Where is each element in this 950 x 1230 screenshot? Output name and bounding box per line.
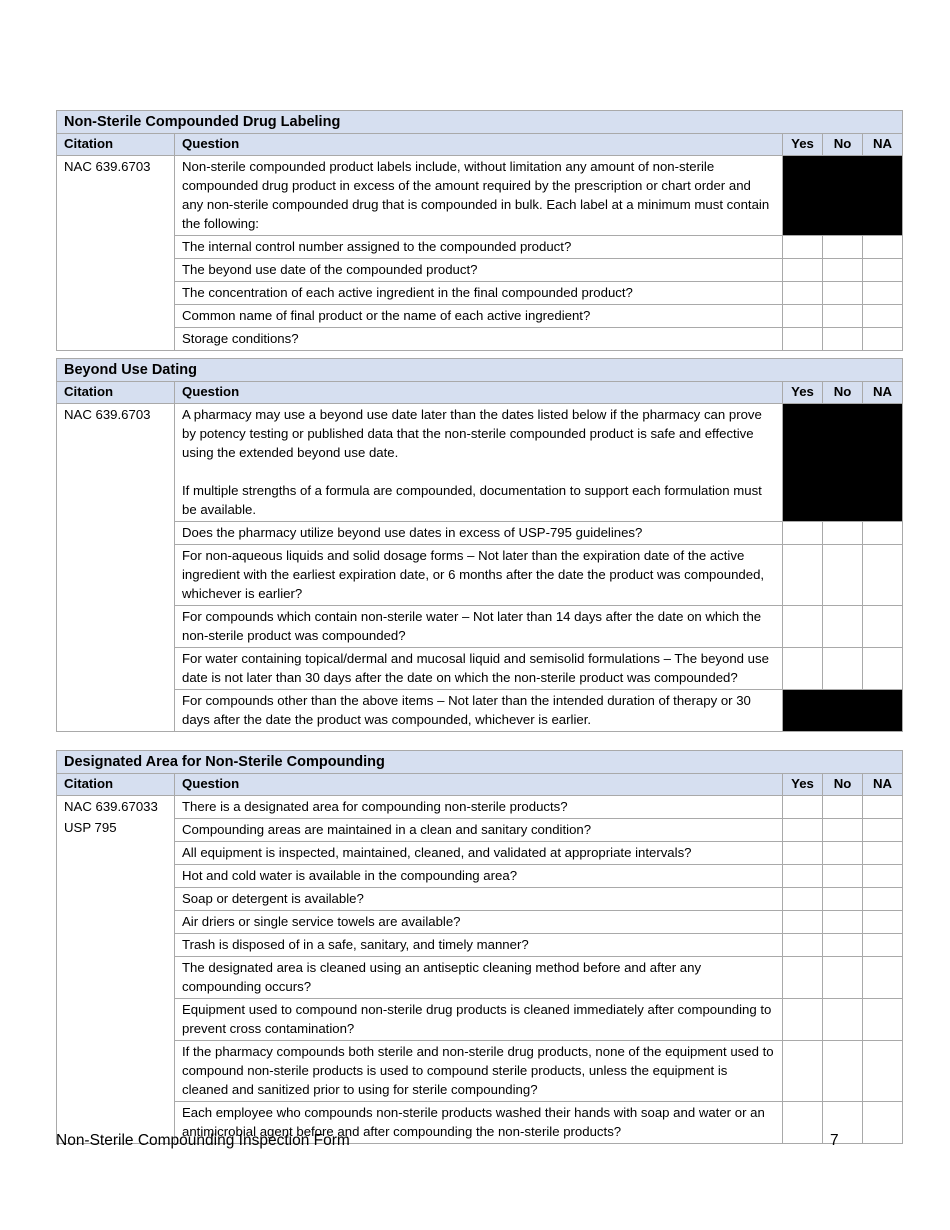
yes-checkbox[interactable] <box>783 236 823 259</box>
no-checkbox[interactable] <box>823 911 863 934</box>
no-checkbox[interactable] <box>823 1102 863 1144</box>
citation-header: Citation <box>57 134 175 156</box>
no-checkbox[interactable] <box>823 648 863 690</box>
labeling-table <box>56 110 903 351</box>
na-checkbox[interactable] <box>863 522 903 545</box>
na-checkbox[interactable] <box>863 236 903 259</box>
yes-checkbox[interactable] <box>783 545 823 606</box>
yes-checkbox[interactable] <box>783 911 823 934</box>
blocked-answer-cell <box>783 156 903 236</box>
no-checkbox[interactable] <box>823 999 863 1041</box>
yes-checkbox[interactable] <box>783 842 823 865</box>
question-text: Hot and cold water is available in the compounding area? <box>175 865 783 888</box>
yes-checkbox[interactable] <box>783 282 823 305</box>
question-text: Air driers or single service towels are available? <box>175 911 783 934</box>
question-header: Question <box>175 134 783 156</box>
question-header: Question <box>175 382 783 404</box>
yes-checkbox[interactable] <box>783 865 823 888</box>
question-text: For non-aqueous liquids and solid dosage forms – Not later than the expiration date of the active ingredient with the earliest expiration date, or 6 months after the date the product was compounded, whichever is earlier? <box>175 545 783 606</box>
na-checkbox[interactable] <box>863 259 903 282</box>
question-intro: Non-sterile compounded product labels include, without limitation any amount of non-sterile compounded drug product in excess of the amount required by the prescription or chart order and any non-sterile compounded drug that is compounded in bulk. Each label at a minimum must contain the following: <box>175 156 783 236</box>
yes-checkbox[interactable] <box>783 999 823 1041</box>
no-checkbox[interactable] <box>823 957 863 999</box>
yes-checkbox[interactable] <box>783 934 823 957</box>
yes-checkbox[interactable] <box>783 796 823 819</box>
question-text: Trash is disposed of in a safe, sanitary, and timely manner? <box>175 934 783 957</box>
yes-checkbox[interactable] <box>783 648 823 690</box>
question-text: Storage conditions? <box>175 328 783 351</box>
na-checkbox[interactable] <box>863 865 903 888</box>
yes-checkbox[interactable] <box>783 328 823 351</box>
yes-checkbox[interactable] <box>783 888 823 911</box>
no-checkbox[interactable] <box>823 522 863 545</box>
no-checkbox[interactable] <box>823 259 863 282</box>
na-checkbox[interactable] <box>863 282 903 305</box>
no-header: No <box>823 382 863 404</box>
na-checkbox[interactable] <box>863 305 903 328</box>
yes-header: Yes <box>783 134 823 156</box>
question-text: Does the pharmacy utilize beyond use dates in excess of USP-795 guidelines? <box>175 522 783 545</box>
no-checkbox[interactable] <box>823 305 863 328</box>
citation-text: NAC 639.67033 <box>64 799 158 814</box>
question-header: Question <box>175 774 783 796</box>
no-checkbox[interactable] <box>823 282 863 305</box>
na-header: NA <box>863 774 903 796</box>
yes-checkbox[interactable] <box>783 522 823 545</box>
na-checkbox[interactable] <box>863 545 903 606</box>
question-text: If the pharmacy compounds both sterile and non-sterile drug products, none of the equipment used to compound non-sterile products is used to compound sterile products, unless the equipment is cleaned and sanitized prior to using for sterile compounding? <box>175 1041 783 1102</box>
citation-cell <box>57 796 175 1144</box>
na-checkbox[interactable] <box>863 648 903 690</box>
question-text: For compounds which contain non-sterile water – Not later than 14 days after the date on which the non-sterile product was compounded? <box>175 606 783 648</box>
yes-checkbox[interactable] <box>783 259 823 282</box>
na-checkbox[interactable] <box>863 888 903 911</box>
question-text: The internal control number assigned to the compounded product? <box>175 236 783 259</box>
no-checkbox[interactable] <box>823 1041 863 1102</box>
citation-header: Citation <box>57 774 175 796</box>
na-checkbox[interactable] <box>863 606 903 648</box>
na-checkbox[interactable] <box>863 1041 903 1102</box>
no-checkbox[interactable] <box>823 328 863 351</box>
no-checkbox[interactable] <box>823 865 863 888</box>
question-text: The beyond use date of the compounded product? <box>175 259 783 282</box>
na-checkbox[interactable] <box>863 999 903 1041</box>
designated-area-table <box>56 750 903 1144</box>
no-checkbox[interactable] <box>823 606 863 648</box>
yes-checkbox[interactable] <box>783 819 823 842</box>
na-header: NA <box>863 134 903 156</box>
question-text: The concentration of each active ingredient in the final compounded product? <box>175 282 783 305</box>
question-text: The designated area is cleaned using an antiseptic cleaning method before and after any compounding occurs? <box>175 957 783 999</box>
question-text: Soap or detergent is available? <box>175 888 783 911</box>
question-text: For water containing topical/dermal and mucosal liquid and semisolid formulations – The beyond use date is not later than 30 days after the date on which the non-sterile product was compounded? <box>175 648 783 690</box>
citation-cell: NAC 639.6703 <box>57 156 175 351</box>
no-checkbox[interactable] <box>823 545 863 606</box>
no-checkbox[interactable] <box>823 842 863 865</box>
na-checkbox[interactable] <box>863 842 903 865</box>
no-header: No <box>823 134 863 156</box>
citation-text-2: USP 795 <box>64 820 117 835</box>
na-checkbox[interactable] <box>863 1102 903 1144</box>
no-checkbox[interactable] <box>823 888 863 911</box>
na-checkbox[interactable] <box>863 796 903 819</box>
yes-header: Yes <box>783 774 823 796</box>
na-header: NA <box>863 382 903 404</box>
section-title: Non-Sterile Compounded Drug Labeling <box>57 111 903 134</box>
yes-checkbox[interactable] <box>783 1041 823 1102</box>
section-title: Designated Area for Non-Sterile Compounding <box>57 751 903 774</box>
yes-checkbox[interactable] <box>783 606 823 648</box>
section-title: Beyond Use Dating <box>57 359 903 382</box>
na-checkbox[interactable] <box>863 328 903 351</box>
citation-header: Citation <box>57 382 175 404</box>
footer-title: Non-Sterile Compounding Inspection Form <box>56 1132 350 1149</box>
page-number: 7 <box>830 1132 839 1149</box>
intro-paragraph-2: If multiple strengths of a formula are compounded, documentation to support each formulation must be available. <box>182 483 762 517</box>
question-text: Compounding areas are maintained in a clean and sanitary condition? <box>175 819 783 842</box>
na-checkbox[interactable] <box>863 911 903 934</box>
no-checkbox[interactable] <box>823 236 863 259</box>
question-text: Equipment used to compound non-sterile drug products is cleaned immediately after compounding to prevent cross contamination? <box>175 999 783 1041</box>
no-header: No <box>823 774 863 796</box>
blocked-answer-cell <box>783 404 903 522</box>
yes-checkbox[interactable] <box>783 305 823 328</box>
citation-cell: NAC 639.6703 <box>57 404 175 732</box>
no-checkbox[interactable] <box>823 819 863 842</box>
question-text: For compounds other than the above items – Not later than the intended duration of therapy or 30 days after the date the product was compounded, whichever is earlier. <box>175 690 783 732</box>
na-checkbox[interactable] <box>863 957 903 999</box>
no-checkbox[interactable] <box>823 934 863 957</box>
na-checkbox[interactable] <box>863 819 903 842</box>
question-text: There is a designated area for compounding non-sterile products? <box>175 796 783 819</box>
question-intro <box>175 404 783 522</box>
na-checkbox[interactable] <box>863 934 903 957</box>
question-text: All equipment is inspected, maintained, cleaned, and validated at appropriate intervals? <box>175 842 783 865</box>
beyond-use-dating-table <box>56 358 903 732</box>
blocked-answer-cell <box>783 690 903 732</box>
question-text: Each employee who compounds non-sterile products washed their hands with soap and water or an antimicrobial agent before and after compounding the non-sterile products? <box>175 1102 783 1144</box>
yes-header: Yes <box>783 382 823 404</box>
intro-paragraph: A pharmacy may use a beyond use date later than the dates listed below if the pharmacy can prove by potency testing or published data that the non-sterile compounded product is safe and effective using the extended beyond use date. <box>182 407 762 460</box>
yes-checkbox[interactable] <box>783 1102 823 1144</box>
yes-checkbox[interactable] <box>783 957 823 999</box>
no-checkbox[interactable] <box>823 796 863 819</box>
question-text: Common name of final product or the name of each active ingredient? <box>175 305 783 328</box>
